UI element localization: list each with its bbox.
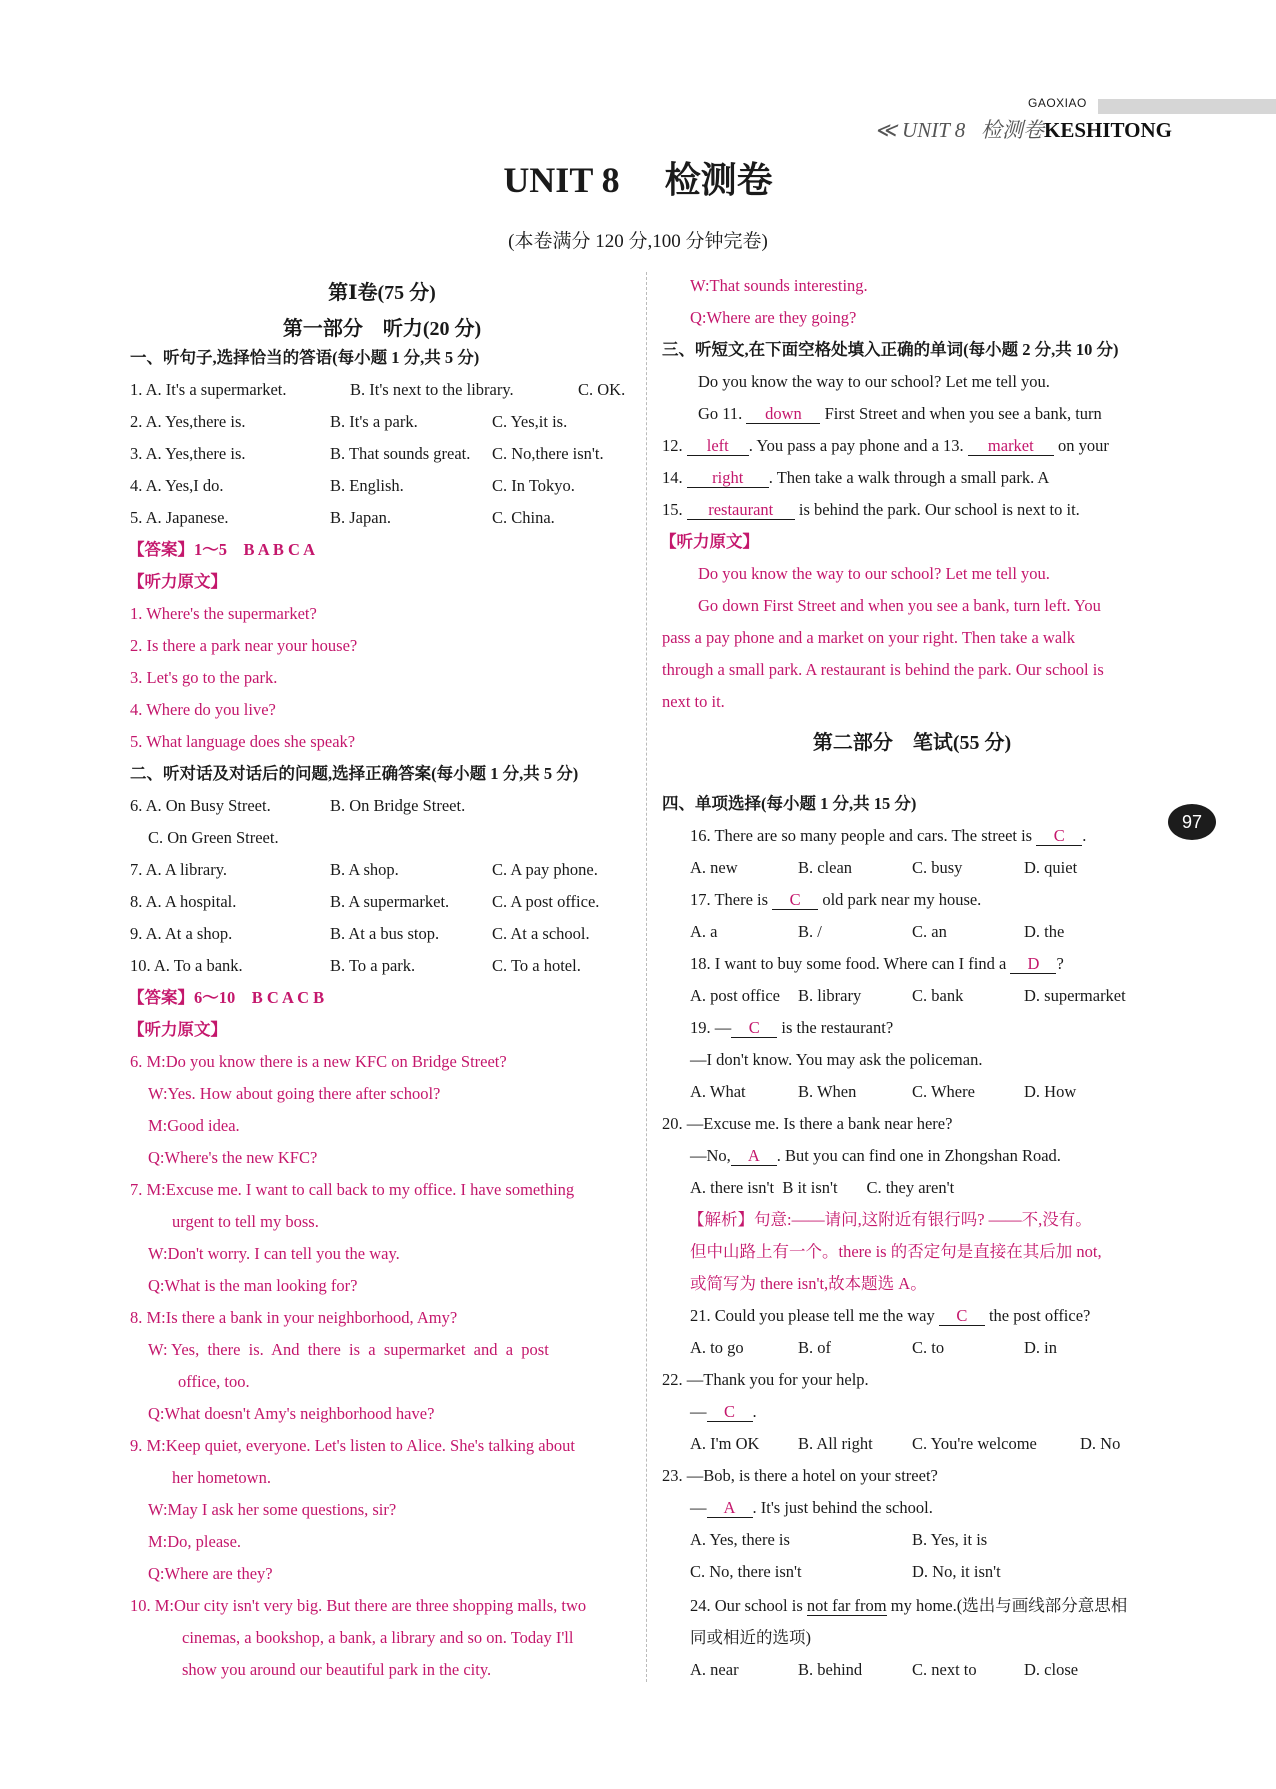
answer-blank-13: market bbox=[968, 437, 1054, 456]
question-text: —No, bbox=[690, 1146, 731, 1165]
running-head-unit: UNIT 8 bbox=[902, 118, 966, 142]
q8-b: B. A supermarket. bbox=[330, 892, 450, 911]
page-number-badge: 97 bbox=[1168, 804, 1216, 840]
q16-stem: 16. There are so many people and cars. The street is C . bbox=[690, 826, 1087, 845]
passage-text: 12. bbox=[662, 436, 683, 455]
q3-a: 3. A. Yes,there is. bbox=[130, 444, 246, 463]
q2-b: B. It's a park. bbox=[330, 412, 418, 431]
answer-1-5: 【答案】1～5 B A B C A bbox=[128, 540, 316, 559]
page-title: UNIT 8 检测卷 bbox=[503, 160, 773, 200]
q1-b: B. It's next to the library. bbox=[350, 380, 514, 399]
question-text: 16. There are so many people and cars. The street is bbox=[690, 826, 1033, 845]
answer-blank-15: restaurant bbox=[687, 501, 795, 520]
option-a: A. I'm OK bbox=[690, 1434, 760, 1453]
script-5: 5. What language does she speak? bbox=[130, 732, 356, 751]
script-2: 2. Is there a park near your house? bbox=[130, 636, 358, 655]
answer-blank-19: C bbox=[731, 1019, 777, 1038]
passage-line: Do you know the way to our school? Let me tell you. bbox=[698, 372, 1050, 391]
option-a: A. a bbox=[690, 922, 718, 941]
q1-a: 1. A. It's a supermarket. bbox=[130, 380, 287, 399]
question-text: 21. Could you please tell me the way bbox=[690, 1306, 935, 1325]
dialog-line: 8. M:Is there a bank in your neighborhood, Amy? bbox=[130, 1308, 458, 1327]
answer-blank-14: right bbox=[687, 469, 769, 488]
q17-stem bbox=[690, 890, 981, 910]
column-divider bbox=[646, 272, 647, 1682]
passage-line-12-13 bbox=[662, 436, 1109, 456]
option-b: B. Yes, it is bbox=[912, 1530, 988, 1549]
q23-reply bbox=[690, 1498, 933, 1518]
answer-6-10: 【答案】6～10 B C A C B bbox=[128, 988, 325, 1007]
option-c: C. next to bbox=[912, 1660, 977, 1679]
dialog-10-q: Q:Where are they going? bbox=[690, 308, 857, 327]
answer-blank-11: down bbox=[746, 405, 820, 424]
option-d: D. No bbox=[1080, 1434, 1121, 1453]
dialog-line: 7. M:Excuse me. I want to call back to my office. I have something bbox=[130, 1180, 575, 1199]
dialog-line: M:Do, please. bbox=[148, 1532, 242, 1551]
option-b: B. library bbox=[798, 986, 862, 1005]
option-c: C. No, there isn't bbox=[690, 1562, 802, 1581]
script-passage: through a small park. A restaurant is behind the park. Our school is bbox=[662, 660, 1104, 679]
q20-explanation-3: 或简写为 there isn't,故本题选 A。 bbox=[690, 1274, 927, 1293]
q1-c: C. OK. bbox=[578, 380, 626, 399]
option-b: B. behind bbox=[798, 1660, 863, 1679]
q21-stem bbox=[690, 1306, 1090, 1326]
answer-blank-20: A bbox=[731, 1147, 777, 1166]
answer-blank-12: left bbox=[687, 437, 749, 456]
part2-heading: 第二部分 笔试(55 分) bbox=[812, 732, 1012, 754]
option-c: C. bank bbox=[912, 986, 964, 1005]
passage-text: 14. bbox=[662, 468, 683, 487]
q22-reply: — C . bbox=[690, 1402, 757, 1421]
passage-line-14 bbox=[662, 468, 1049, 488]
q19-reply: —I don't know. You may ask the policeman. bbox=[690, 1050, 983, 1069]
q9-b: B. At a bus stop. bbox=[330, 924, 440, 943]
passage-text: . You pass a pay phone and a 13. bbox=[748, 436, 964, 455]
q5-a: 5. A. Japanese. bbox=[130, 508, 229, 527]
q24-stem bbox=[690, 1596, 1127, 1616]
option-a: A. What bbox=[690, 1082, 746, 1101]
option-a: A. near bbox=[690, 1660, 739, 1679]
q23-stem: 23. —Bob, is there a hotel on your street? bbox=[662, 1466, 938, 1485]
dialog-line: Q:Where are they? bbox=[148, 1564, 273, 1583]
option-c: C. an bbox=[912, 922, 947, 941]
question-text: 19. — bbox=[690, 1018, 732, 1037]
dialog-line: cinemas, a bookshop, a bank, a library and so on. Today I'll bbox=[182, 1628, 574, 1647]
option-d: D. close bbox=[1024, 1660, 1079, 1679]
q20-stem: 20. —Excuse me. Is there a bank near here? bbox=[662, 1114, 953, 1133]
passage-text: Go 11. bbox=[698, 404, 743, 423]
dialog-line: urgent to tell my boss. bbox=[172, 1212, 319, 1231]
q6-b: B. On Bridge Street. bbox=[330, 796, 466, 815]
answer-blank-18: D bbox=[1010, 955, 1056, 974]
q9-c: C. At a school. bbox=[492, 924, 590, 943]
dialog-line: W: Yes, there is. And there is a supermarket and a post bbox=[148, 1340, 549, 1359]
q20-explanation-1: 【解析】句意:——请问,这附近有银行吗? ——不,没有。 bbox=[688, 1210, 1092, 1229]
chevrons-icon: ≪ bbox=[874, 118, 897, 142]
script-label-1: 【听力原文】 bbox=[128, 572, 227, 591]
option-c: C. busy bbox=[912, 858, 963, 877]
question-text: 17. There is bbox=[690, 890, 769, 909]
dialog-line: show you around our beautiful park in the city. bbox=[182, 1660, 492, 1679]
underlined-phrase: not far from bbox=[806, 1596, 887, 1615]
question-text: is the restaurant? bbox=[781, 1018, 894, 1037]
running-head-juan: 检测卷 bbox=[981, 118, 1044, 142]
passage-text: 15. bbox=[662, 500, 683, 519]
dialog-line: Q:What is the man looking for? bbox=[148, 1276, 358, 1295]
part1-heading: 第一部分 听力(20 分) bbox=[282, 318, 482, 340]
passage-line-11 bbox=[698, 404, 1102, 424]
question-text: old park near my house. bbox=[822, 890, 982, 909]
dialog-line: Q:What doesn't Amy's neighborhood have? bbox=[148, 1404, 435, 1423]
script-passage: Do you know the way to our school? Let me tell you. bbox=[698, 564, 1050, 583]
option-b: B. All right bbox=[798, 1434, 873, 1453]
q10-c: C. To a hotel. bbox=[492, 956, 581, 975]
option-c: C. You're welcome bbox=[912, 1434, 1037, 1453]
dialog-line: M:Good idea. bbox=[148, 1116, 240, 1135]
question-text: — bbox=[690, 1498, 707, 1517]
q3-b: B. That sounds great. bbox=[330, 444, 471, 463]
option-b: B. / bbox=[798, 922, 822, 941]
q6-a: 6. A. On Busy Street. bbox=[130, 796, 271, 815]
q19-stem bbox=[690, 1018, 893, 1038]
dialog-line: W:Don't worry. I can tell you the way. bbox=[148, 1244, 400, 1263]
dialog-line: Q:Where's the new KFC? bbox=[148, 1148, 318, 1167]
option-c: C. to bbox=[912, 1338, 945, 1357]
option-c: C. Where bbox=[912, 1082, 975, 1101]
q20-reply bbox=[690, 1146, 1061, 1166]
option-b: B. When bbox=[798, 1082, 857, 1101]
header-bar bbox=[1098, 99, 1276, 114]
dialog-line: 10. M:Our city isn't very big. But there are three shopping malls, two bbox=[130, 1596, 587, 1615]
q4-c: C. In Tokyo. bbox=[492, 476, 575, 495]
section2-heading: 二、听对话及对话后的问题,选择正确答案(每小题 1 分,共 5 分) bbox=[130, 764, 579, 783]
passage-line-15 bbox=[662, 500, 1080, 520]
question-text: 18. I want to buy some food. Where can I find a bbox=[690, 954, 1007, 973]
q8-c: C. A post office. bbox=[492, 892, 600, 911]
passage-text: . Then take a walk through a small park. A bbox=[768, 468, 1050, 487]
question-text: the post office? bbox=[988, 1306, 1091, 1325]
question-text: . But you can find one in Zhongshan Road. bbox=[776, 1146, 1061, 1165]
option-d: D. in bbox=[1024, 1338, 1057, 1357]
q7-b: B. A shop. bbox=[330, 860, 399, 879]
dialog-line: W:May I ask her some questions, sir? bbox=[148, 1500, 397, 1519]
passage-text: is behind the park. Our school is next to it. bbox=[798, 500, 1080, 519]
q4-a: 4. A. Yes,I do. bbox=[130, 476, 224, 495]
answer-blank-17: C bbox=[772, 891, 818, 910]
script-passage: Go down First Street and when you see a bank, turn left. You bbox=[698, 596, 1101, 615]
section3-heading: 三、听短文,在下面空格处填入正确的单词(每小题 2 分,共 10 分) bbox=[662, 340, 1119, 359]
running-head bbox=[875, 114, 1172, 144]
q7-c: C. A pay phone. bbox=[492, 860, 598, 879]
dialog-line: office, too. bbox=[178, 1372, 250, 1391]
q5-b: B. Japan. bbox=[330, 508, 391, 527]
q18-stem: 18. I want to buy some food. Where can I find a D ? bbox=[690, 954, 1064, 973]
option-b: B. clean bbox=[798, 858, 853, 877]
script-1: 1. Where's the supermarket? bbox=[130, 604, 317, 623]
option-b: B. of bbox=[798, 1338, 831, 1357]
dialog-line: W:Yes. How about going there after school? bbox=[148, 1084, 441, 1103]
option-d: D. No, it isn't bbox=[912, 1562, 1001, 1581]
q24-note: 同或相近的选项) bbox=[690, 1628, 811, 1647]
page-subtitle: (本卷满分 120 分,100 分钟完卷) bbox=[508, 231, 768, 252]
answer-blank-22: C bbox=[707, 1403, 753, 1422]
dialog-line: 9. M:Keep quiet, everyone. Let's listen to Alice. She's talking about bbox=[130, 1436, 575, 1455]
q9-a: 9. A. At a shop. bbox=[130, 924, 233, 943]
answer-blank-21: C bbox=[939, 1307, 985, 1326]
running-head-brand: KESHITONG bbox=[1044, 118, 1172, 142]
q20-options: A. there isn't B it isn't C. they aren't bbox=[690, 1178, 955, 1197]
q10-a: 10. A. To a bank. bbox=[130, 956, 243, 975]
script-passage: pass a pay phone and a market on your right. Then take a walk bbox=[662, 628, 1075, 647]
question-text: — bbox=[690, 1402, 707, 1421]
answer-blank-23: A bbox=[707, 1499, 753, 1518]
q4-b: B. English. bbox=[330, 476, 404, 495]
script-passage: next to it. bbox=[662, 692, 725, 711]
question-text: 24. Our school is bbox=[690, 1596, 803, 1615]
option-a: A. to go bbox=[690, 1338, 744, 1357]
dialog-10-w: W:That sounds interesting. bbox=[690, 276, 868, 295]
option-d: D. How bbox=[1024, 1082, 1077, 1101]
q7-a: 7. A. A library. bbox=[130, 860, 228, 879]
option-d: D. quiet bbox=[1024, 858, 1078, 877]
header-gaoxiao: GAOXIAO bbox=[1028, 96, 1087, 110]
passage-text: First Street and when you see a bank, turn bbox=[824, 404, 1102, 423]
q20-explanation-2: 但中山路上有一个。there is 的否定句是直接在其后加 not, bbox=[690, 1242, 1102, 1261]
q10-b: B. To a park. bbox=[330, 956, 416, 975]
option-a: A. post office bbox=[690, 986, 780, 1005]
q22-stem: 22. —Thank you for your help. bbox=[662, 1370, 869, 1389]
option-a: A. Yes, there is bbox=[690, 1530, 790, 1549]
dialog-line: 6. M:Do you know there is a new KFC on Bridge Street? bbox=[130, 1052, 507, 1071]
section1-heading: 一、听句子,选择恰当的答语(每小题 1 分,共 5 分) bbox=[130, 348, 480, 367]
dialog-line: her hometown. bbox=[172, 1468, 271, 1487]
script-label-2: 【听力原文】 bbox=[128, 1020, 227, 1039]
q5-c: C. China. bbox=[492, 508, 555, 527]
q2-a: 2. A. Yes,there is. bbox=[130, 412, 246, 431]
passage-text: on your bbox=[1057, 436, 1109, 455]
q2-c: C. Yes,it is. bbox=[492, 412, 568, 431]
question-text: . It's just behind the school. bbox=[752, 1498, 933, 1517]
script-label-3: 【听力原文】 bbox=[660, 532, 759, 551]
q3-c: C. No,there isn't. bbox=[492, 444, 604, 463]
answer-blank-16: C bbox=[1036, 827, 1082, 846]
question-text: my home.(选出与画线部分意思相 bbox=[890, 1596, 1128, 1615]
vol1-heading: 第Ⅰ卷(75 分) bbox=[328, 282, 436, 304]
option-d: D. the bbox=[1024, 922, 1065, 941]
script-3: 3. Let's go to the park. bbox=[130, 668, 278, 687]
q8-a: 8. A. A hospital. bbox=[130, 892, 237, 911]
option-a: A. new bbox=[690, 858, 738, 877]
q6-c: C. On Green Street. bbox=[148, 828, 279, 847]
option-d: D. supermarket bbox=[1024, 986, 1126, 1005]
script-4: 4. Where do you live? bbox=[130, 700, 276, 719]
section4-heading: 四、单项选择(每小题 1 分,共 15 分) bbox=[662, 794, 917, 813]
